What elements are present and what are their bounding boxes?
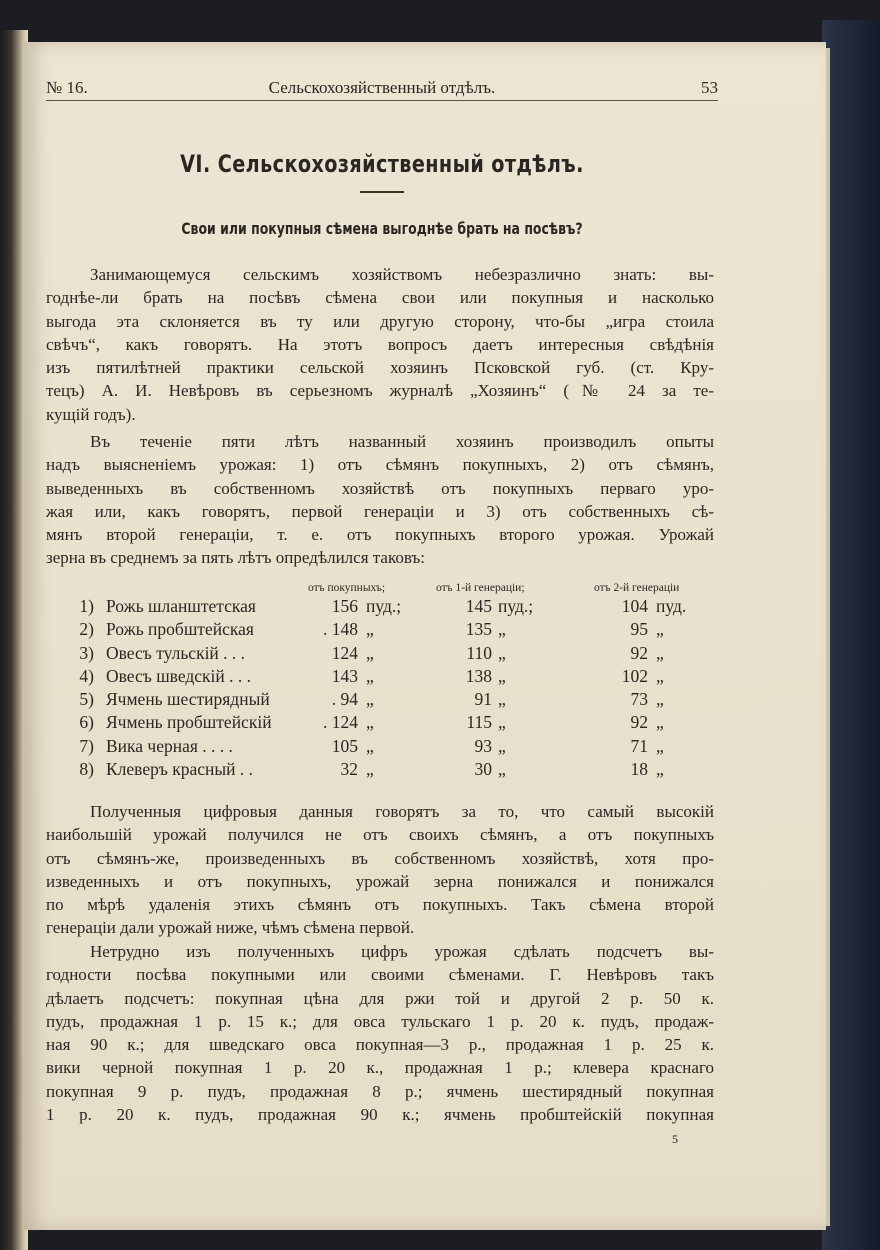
yield-gen2: 92 (630, 642, 648, 663)
text-line: изведенныхъ и отъ покупныхъ, урожай зерна понижался и понижался (46, 871, 714, 891)
section-name: Сельскохозяйственный отдѣлъ. (268, 78, 496, 97)
book-cover-edge (822, 20, 880, 1250)
yield-gen2: 92 (630, 712, 648, 733)
text-line: годнѣе-ли брать на посѣвъ сѣмена свои или покупныя и насколько (46, 288, 714, 308)
unit: „ (656, 619, 664, 640)
yield-purchased: . 124 (323, 712, 358, 733)
table-row (46, 736, 726, 759)
text-line: кущій годъ). (46, 404, 136, 424)
table-row (46, 666, 726, 689)
yield-purchased: 32 (340, 759, 358, 780)
unit: пуд.; (498, 596, 534, 616)
paragraph-1 (46, 263, 714, 426)
text-line: Полученныя цифровыя данныя говорятъ за то, что самый высокій (90, 802, 714, 821)
table-row (46, 643, 726, 666)
yield-gen1: 30 (474, 759, 492, 780)
yield-gen2: 102 (621, 665, 648, 686)
crop-name: Клеверъ красный . . (106, 759, 254, 780)
row-index: 3) (79, 642, 94, 663)
text-line: 1 р. 20 к. пудъ, продажная 90 к.; ячмень пробштейскій покупная (46, 1105, 714, 1125)
text-line: годности посѣва покупными или своими сѣменами. Г. Невѣровъ такъ (46, 965, 714, 985)
page-number: 53 (701, 78, 718, 97)
paragraph-2 (46, 430, 714, 570)
text-line: генераціи дали урожай ниже, чѣмъ сѣмена первой. (46, 918, 415, 938)
text-line: Въ теченіе пяти лѣтъ названный хозяинъ производилъ опыты (90, 432, 714, 451)
crop-name: Рожь шланштетская (106, 596, 256, 616)
yield-gen1: 115 (466, 712, 492, 733)
row-index: 1) (79, 596, 94, 616)
yield-gen2: 104 (621, 596, 648, 616)
crop-name: Овесъ тульскій . . . (106, 642, 246, 663)
yield-gen1: 110 (466, 642, 492, 663)
row-index: 8) (79, 759, 94, 780)
table-row (46, 689, 726, 712)
signature-mark: 5 (672, 1132, 678, 1146)
yield-gen1: 135 (465, 619, 492, 640)
yield-gen1: 138 (465, 665, 492, 686)
crop-name: Ячмень шестирядный (106, 689, 270, 710)
unit: „ (498, 712, 506, 733)
header-rule (46, 100, 718, 101)
table-row (46, 596, 726, 619)
unit: „ (656, 689, 664, 710)
yield-gen2: 73 (630, 689, 648, 710)
text-line: по мѣрѣ удаленія этихъ сѣмянъ отъ покупныхъ. Такъ сѣмена второй (46, 895, 714, 915)
yield-gen2: 95 (630, 619, 648, 640)
text-line: свѣчъ“, какъ говорятъ. На этотъ вопросъ даетъ интересныя свѣдѣнія (46, 334, 714, 354)
text-line: Нетрудно изъ полученныхъ цифръ урожая сдѣлать подсчетъ вы- (90, 942, 714, 961)
column-header-purchased: отъ покупныхъ; (308, 582, 386, 594)
column-header-gen2: отъ 2-й генераціи (594, 582, 680, 594)
unit: „ (656, 642, 664, 663)
table-row (46, 759, 726, 782)
unit: „ (656, 712, 664, 733)
section-title: VI. Сельскохозяйственный отдѣлъ. (180, 150, 584, 178)
row-index: 5) (79, 689, 94, 710)
text-line: покупная 9 р. пудъ, продажная 8 р.; ячмень шестирядный покупная (46, 1081, 714, 1101)
yield-purchased: 124 (331, 642, 358, 663)
issue-number: № 16. (46, 78, 88, 97)
yield-purchased: 156 (331, 596, 358, 616)
yield-gen1: 145 (465, 596, 492, 616)
unit: „ (498, 665, 506, 686)
title-rule (360, 191, 404, 193)
text-line: надъ выясненіемъ урожая: 1) отъ сѣмянъ покупныхъ, 2) отъ сѣмянъ, (46, 455, 714, 475)
text-line: зерна въ среднемъ за пять лѣтъ опредѣлился таковъ: (46, 548, 425, 568)
unit: „ (366, 735, 374, 756)
table-row (46, 712, 726, 735)
text-line: выгода эта склоняется въ ту или другую сторону, что-бы „игра стоила (46, 311, 714, 331)
yield-table (46, 596, 726, 782)
text-line: тецъ) А. И. Невѣровъ въ серьезномъ журналѣ „Хозяинъ“ (№ 24 за те- (46, 381, 714, 401)
yield-gen2: 71 (630, 735, 648, 756)
unit: пуд.; (366, 596, 402, 616)
crop-name: Вика черная . . . . (106, 735, 233, 756)
row-index: 7) (79, 735, 94, 756)
unit: „ (656, 665, 664, 686)
unit: „ (366, 619, 374, 640)
text-line: наибольшій урожай получился не отъ своихъ сѣмянъ, а отъ покупныхъ (46, 825, 714, 845)
unit: „ (366, 712, 374, 733)
text-line: жая или, какъ говорятъ, первой генераціи и 3) отъ собственныхъ сѣ- (46, 501, 714, 521)
crop-name: Овесъ шведскій . . . (106, 665, 252, 686)
unit: „ (656, 759, 664, 780)
text-line: вики черной покупная 1 р. 20 к., продажная 1 р.; клевера краснаго (46, 1058, 714, 1078)
text-line: мянъ второй генераціи, т. е. отъ покупныхъ второго урожая. Урожай (46, 525, 714, 545)
unit: „ (366, 689, 374, 710)
paragraph-3 (46, 800, 714, 940)
yield-purchased: . 94 (331, 689, 358, 710)
row-index: 6) (79, 712, 94, 733)
row-index: 2) (79, 619, 94, 640)
unit: „ (498, 735, 506, 756)
unit: „ (366, 642, 374, 663)
yield-gen2: 18 (630, 759, 648, 780)
text-line: Занимающемуся сельскимъ хозяйствомъ небезразлично знать: вы- (90, 265, 714, 284)
paragraph-4 (46, 940, 714, 1126)
unit: „ (366, 759, 374, 780)
text-line: изъ пятилѣтней практики сельской хозяинъ Псковской губ. (ст. Кру- (46, 358, 714, 378)
yield-purchased: 105 (331, 735, 358, 756)
unit: „ (498, 642, 506, 663)
text-line: пудъ, продажная 1 р. 15 к.; для овса тульскаго 1 р. 20 к. пудъ, продаж- (46, 1011, 714, 1031)
row-index: 4) (79, 665, 94, 686)
unit: пуд. (656, 596, 687, 616)
yield-gen1: 93 (474, 735, 492, 756)
column-header-gen1: отъ 1-й генераціи; (436, 582, 525, 594)
yield-purchased: . 148 (323, 619, 358, 640)
table-row (46, 619, 726, 642)
crop-name: Рожь пробштейская (106, 619, 254, 640)
unit: „ (498, 619, 506, 640)
unit: „ (366, 665, 374, 686)
unit: „ (498, 759, 506, 780)
crop-name: Ячмень пробштейскій (106, 712, 272, 733)
text-line: ная 90 к.; для шведскаго овса покупная—3 р., продажная 1 р. 25 к. (46, 1035, 714, 1055)
unit: „ (498, 689, 506, 710)
text-line: выведенныхъ въ собственномъ хозяйствѣ отъ покупныхъ перваго уро- (46, 478, 714, 498)
text-line: дѣлаетъ подсчетъ: покупная цѣна для ржи той и другой 2 р. 50 к. (46, 988, 714, 1008)
article-title: Свои или покупныя сѣмена выгоднѣе брать на посѣвъ? (181, 219, 583, 238)
yield-purchased: 143 (331, 665, 358, 686)
text-line: отъ сѣмянъ-же, произведенныхъ въ собственномъ хозяйствѣ, хотя про- (46, 848, 714, 868)
unit: „ (656, 735, 664, 756)
yield-gen1: 91 (474, 689, 492, 710)
